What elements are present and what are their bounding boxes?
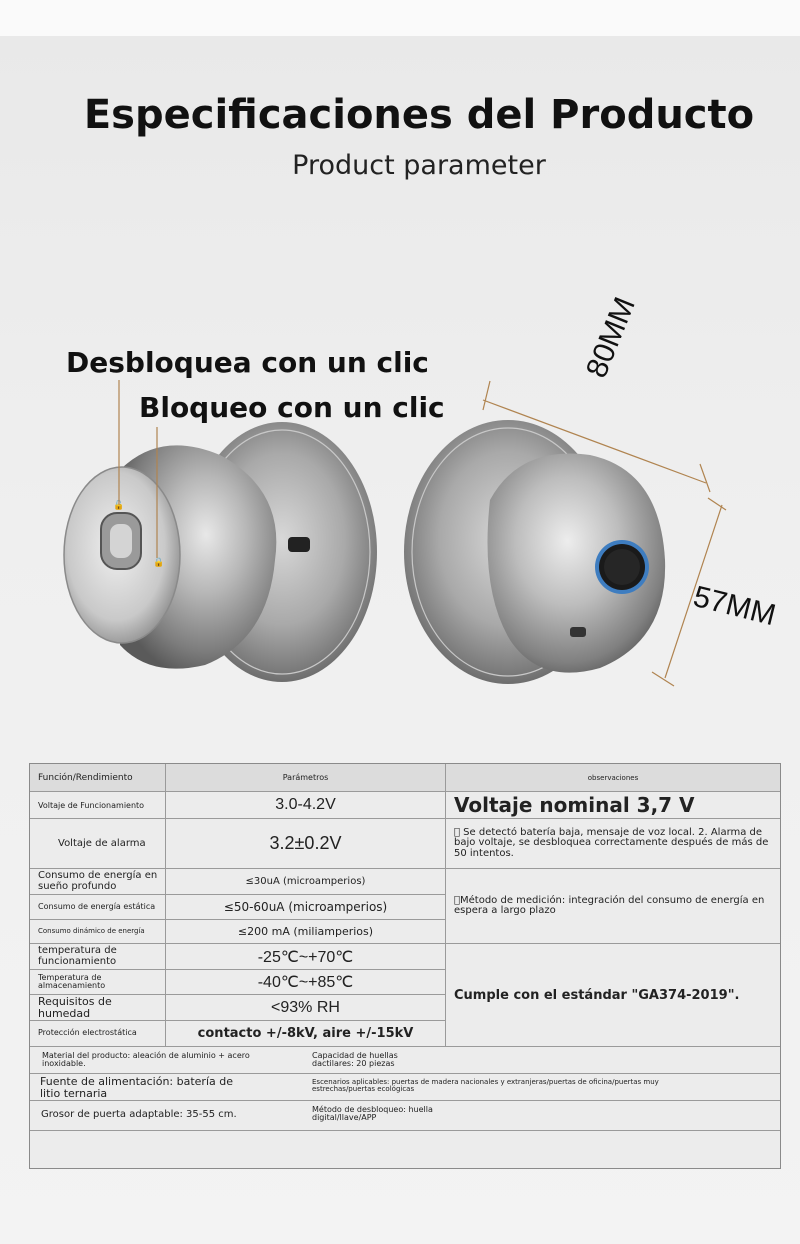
- row-label: Consumo de energía estática: [30, 895, 166, 920]
- header-function: Función/Rendimiento: [30, 764, 166, 792]
- row-label: temperatura de funcionamiento: [30, 944, 166, 970]
- footer-power-supply: Fuente de alimentación: batería de litio ternaria: [40, 1075, 233, 1100]
- row-value: <93% RH: [166, 995, 446, 1021]
- dimension-depth-label: 57MM: [690, 580, 779, 633]
- row-label: Voltaje de Funcionamiento: [30, 792, 166, 819]
- footer-door-thickness: Grosor de puerta adaptable: 35-55 cm.: [41, 1109, 237, 1120]
- footer-unlock-method: Método de desbloqueo: huella digital/llave/APP: [312, 1105, 433, 1123]
- remark-standard: Cumple con el estándar "GA374-2019".: [446, 944, 780, 1047]
- row-label: Consumo dinámico de energía: [30, 920, 166, 944]
- footer-fingerprint-capacity: Capacidad de huellas dactilares: 20 piezas: [312, 1051, 398, 1069]
- page-title: Especificaciones del Producto: [83, 92, 755, 138]
- row-label: Requisitos de humedad: [30, 995, 166, 1021]
- row-label: Voltaje de alarma: [30, 819, 166, 869]
- header-remarks: observaciones: [446, 764, 780, 792]
- page-subtitle: Product parameter: [292, 150, 546, 181]
- top-band: [0, 0, 800, 36]
- row-value: -25℃~+70℃: [166, 944, 446, 970]
- footer-scenarios: Escenarios aplicables: puertas de madera nacionales y extranjeras/puertas de oficina/puertas muy estrechas/puertas ecológicas: [312, 1078, 659, 1094]
- row-label: Protección electrostática: [30, 1021, 166, 1047]
- row-value: -40℃~+85℃: [166, 970, 446, 995]
- svg-text:🔒: 🔒: [153, 558, 165, 568]
- remark-consumption:  Método de medición: integración del consumo de energía en espera a largo plazo: [446, 869, 780, 944]
- keyhole: [288, 537, 310, 552]
- svg-text:🔓: 🔓: [113, 501, 125, 511]
- spec-table: [29, 763, 781, 1169]
- remark-voltage: Voltaje nominal 3,7 V: [446, 792, 780, 819]
- row-value: ≤200 mA (miliamperios): [166, 920, 446, 944]
- callout-unlock: Desbloquea con un clic: [66, 346, 429, 379]
- row-value: 3.0-4.2V: [166, 792, 446, 819]
- row-value: ≤30uA (microamperios): [166, 869, 446, 895]
- row-label: Temperatura de almacenamiento: [30, 970, 166, 995]
- dimension-diameter-label: 80MM: [580, 292, 642, 383]
- remark-alarm:   Se detectó batería baja, mensaje de voz local. 2. Alarma de bajo voltaje, se desbloquea correctamente después de más de 50 intentos.: [446, 819, 780, 869]
- row-value: 3.2±0.2V: [166, 819, 446, 869]
- row-value: contacto +/-8kV, aire +/-15kV: [166, 1021, 446, 1047]
- row-label: Consumo de energía en sueño profundo: [30, 869, 166, 895]
- callout-lock: Bloqueo con un clic: [139, 391, 445, 424]
- footer-material: Material del producto: aleación de aluminio + acero inoxidable.: [42, 1051, 250, 1069]
- header-parameters: Parámetros: [166, 764, 446, 792]
- row-value: ≤50-60uA (microamperios): [166, 895, 446, 920]
